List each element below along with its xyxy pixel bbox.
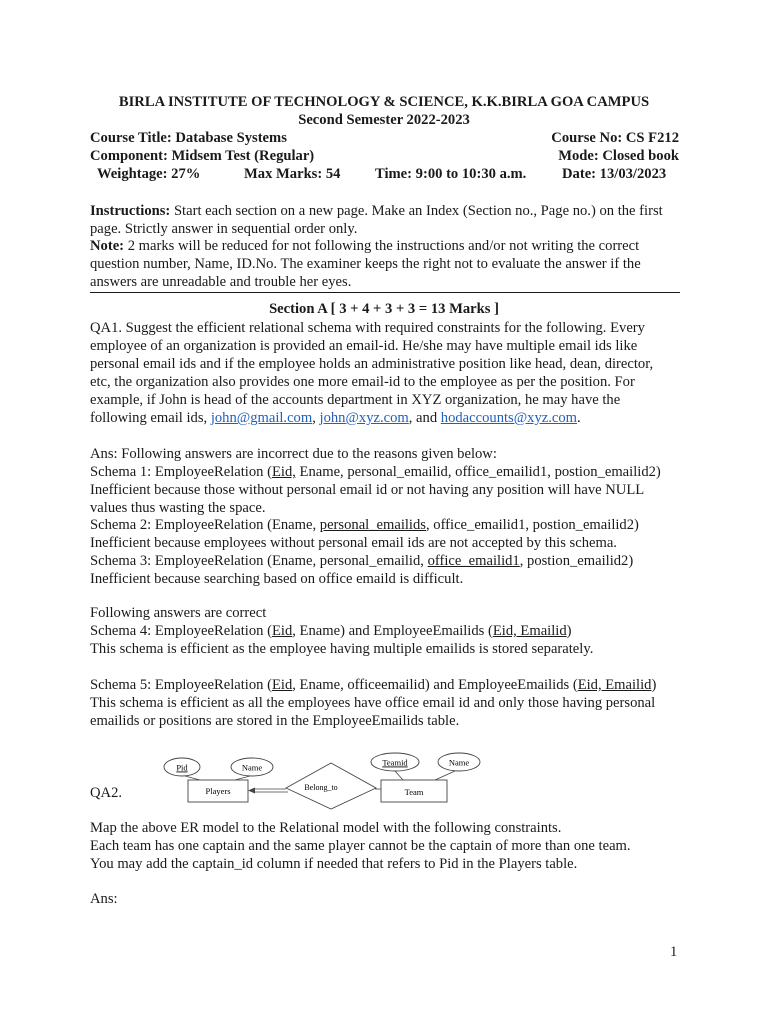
- schema-3-rest: , postion_emailid2): [519, 553, 634, 569]
- note-line-1: [90, 237, 639, 255]
- schema-3-reason: Inefficient because searching based on office emaild is difficult.: [90, 571, 464, 587]
- correct-answers-heading: Following answers are correct: [90, 605, 267, 621]
- exam-date: Date: 13/03/2023: [562, 166, 667, 182]
- component-row: [90, 147, 679, 165]
- entity-team: [381, 780, 447, 802]
- email-link-john-xyz[interactable]: john@xyz.com: [319, 410, 409, 426]
- instructions-label: Instructions:: [90, 203, 171, 219]
- schema-1-rest: Ename, personal_emailid, office_emailid1, postion_emailid2): [295, 464, 661, 480]
- schema-5-middle: , Ename, officeemailid) and EmployeeEmailids (: [292, 677, 578, 693]
- instructions-line-1: [90, 202, 663, 220]
- qa1-line-2: employee of an organization is provided an email-id. He/she may have multiple email ids like: [90, 338, 638, 354]
- course-number: Course No: CS F212: [551, 130, 679, 146]
- team-name-connector: [435, 771, 455, 780]
- schema-2-rest: , office_emailid1, postion_emailid2): [425, 517, 639, 533]
- institute-title: BIRLA INSTITUTE OF TECHNOLOGY & SCIENCE, K.K.BIRLA GOA CAMPUS: [118, 94, 650, 110]
- relationship-belong-to: [286, 763, 376, 809]
- note-line-2: question number, Name, ID.No. The examiner keeps the right not to evaluate the answer if the: [90, 256, 641, 272]
- qa2-answer-label: Ans:: [90, 891, 118, 907]
- schema-4-key-2: Eid, Emailid: [492, 623, 567, 639]
- schema-5-key: Eid: [271, 677, 293, 693]
- schema-5-reason-1: This schema is efficient as all the employees have office email id and only those having personal: [90, 695, 656, 711]
- schema-3-prefix: Schema 3: EmployeeRelation (Ename, personal_emailid,: [90, 553, 428, 569]
- semester: Second Semester 2022-2023: [298, 112, 470, 128]
- instructions-line-2: page. Strictly answer in sequential order only.: [90, 221, 358, 237]
- schema-1-key: Eid,: [271, 464, 296, 480]
- max-marks: Max Marks: 54: [244, 166, 341, 182]
- qa1-emails-prefix: following email ids,: [90, 410, 208, 426]
- weightage: Weightage: 27%: [97, 166, 201, 182]
- course-row: [90, 129, 679, 147]
- schema-1: [90, 463, 661, 481]
- qa1-line-4: etc, the organization also provides one more email-id to the employee as per the position. For: [90, 374, 635, 390]
- schema-4-prefix: Schema 4: EmployeeRelation (: [90, 623, 272, 639]
- schema-5-key-2: Eid, Emailid: [577, 677, 652, 693]
- section-divider: [90, 292, 680, 293]
- teamid-connector: [395, 771, 403, 780]
- component: Component: Midsem Test (Regular): [90, 148, 315, 164]
- email-link-john-gmail[interactable]: john@gmail.com: [210, 410, 313, 426]
- schema-3: [90, 552, 633, 570]
- instructions-text: Start each section on a new page. Make an Index (Section no., Page no.) on the first: [173, 203, 663, 219]
- schema-5-reason-2: emailids or positions are stored in the EmployeeEmailids table.: [90, 713, 460, 729]
- player-name-connector: [235, 776, 250, 780]
- schema-4-middle: , Ename) and EmployeeEmailids (: [292, 623, 493, 639]
- answer-intro: Ans: Following answers are incorrect due to the reasons given below:: [90, 446, 497, 462]
- schema-2-reason: Inefficient because employees without personal email ids are not accepted by this schema.: [90, 535, 617, 551]
- qa1-line-1: QA1. Suggest the efficient relational schema with required constraints for the following. Every: [90, 320, 645, 336]
- note-label: Note:: [90, 238, 125, 254]
- arrow-to-players: [248, 788, 255, 794]
- attr-player-name-label: Name: [241, 762, 263, 773]
- schema-5-close: ): [651, 677, 657, 693]
- qa2-line-2: Each team has one captain and the same player cannot be the captain of more than one team.: [90, 838, 631, 854]
- note-line-3: answers are unreadable and trouble her eyes.: [90, 274, 352, 290]
- schema-4-key: Eid: [271, 623, 293, 639]
- attr-pid: [164, 758, 200, 776]
- schema-5: [90, 676, 656, 694]
- schema-2: [90, 516, 639, 534]
- pid-connector: [185, 776, 200, 780]
- relationship-label: Belong_to: [304, 783, 338, 792]
- schema-4: [90, 622, 572, 640]
- entity-players-label: Players: [205, 786, 231, 796]
- qa1-line-5: example, if John is head of the accounts department in XYZ organization, he may have the: [90, 392, 621, 408]
- schema-2-key: personal_emailids: [319, 517, 426, 533]
- qa1-emails-and: , and: [408, 410, 438, 426]
- attr-teamid-label: Teamid: [382, 757, 408, 768]
- section-a-title: Section A [ 3 + 4 + 3 + 3 = 13 Marks ]: [269, 301, 499, 317]
- schema-1-reason-2: values thus wasting the space.: [90, 500, 266, 516]
- mode: Mode: Closed book: [558, 148, 679, 164]
- note-text: 2 marks will be reduced for not following the instructions and/or not writing the correct: [127, 238, 640, 254]
- qa2-line-3: You may add the captain_id column if needed that refers to Pid in the Players table.: [90, 856, 578, 872]
- er-diagram: [155, 746, 490, 810]
- schema-2-prefix: Schema 2: EmployeeRelation (Ename,: [90, 517, 320, 533]
- page-number: 1: [670, 944, 678, 960]
- schema-5-prefix: Schema 5: EmployeeRelation (: [90, 677, 272, 693]
- entity-team-label: Team: [404, 787, 424, 797]
- schema-1-reason-1: Inefficient because those without personal email id or not having any position will have NULL: [90, 482, 645, 498]
- email-link-hodaccounts[interactable]: hodaccounts@xyz.com: [440, 410, 578, 426]
- course-title: Course Title: Database Systems: [90, 130, 287, 146]
- schema-3-key: office_emailid1: [427, 553, 520, 569]
- entity-players: [188, 780, 248, 802]
- attr-teamid: [371, 753, 419, 771]
- attr-pid-label: Pid: [176, 762, 188, 773]
- schema-4-close: ): [566, 623, 572, 639]
- schema-1-prefix: Schema 1: EmployeeRelation (: [90, 464, 272, 480]
- exam-time: Time: 9:00 to 10:30 a.m.: [375, 166, 527, 182]
- attr-player-name: [231, 758, 273, 776]
- qa1-line-6: following email ids, john@gmail.com, john@xyz.com, and hodaccounts@xyz.com.: [90, 410, 581, 426]
- attr-team-name-label: Name: [448, 757, 470, 768]
- schema-4-reason: This schema is efficient as the employee having multiple emailids is stored separately.: [90, 641, 594, 657]
- qa2-label: QA2.: [90, 785, 123, 801]
- qa1-line-3: personal email ids and if the employee holds an administrative position like head, dean, director,: [90, 356, 654, 372]
- qa2-line-1: Map the above ER model to the Relational model with the following constraints.: [90, 820, 562, 836]
- attr-team-name: [438, 753, 480, 771]
